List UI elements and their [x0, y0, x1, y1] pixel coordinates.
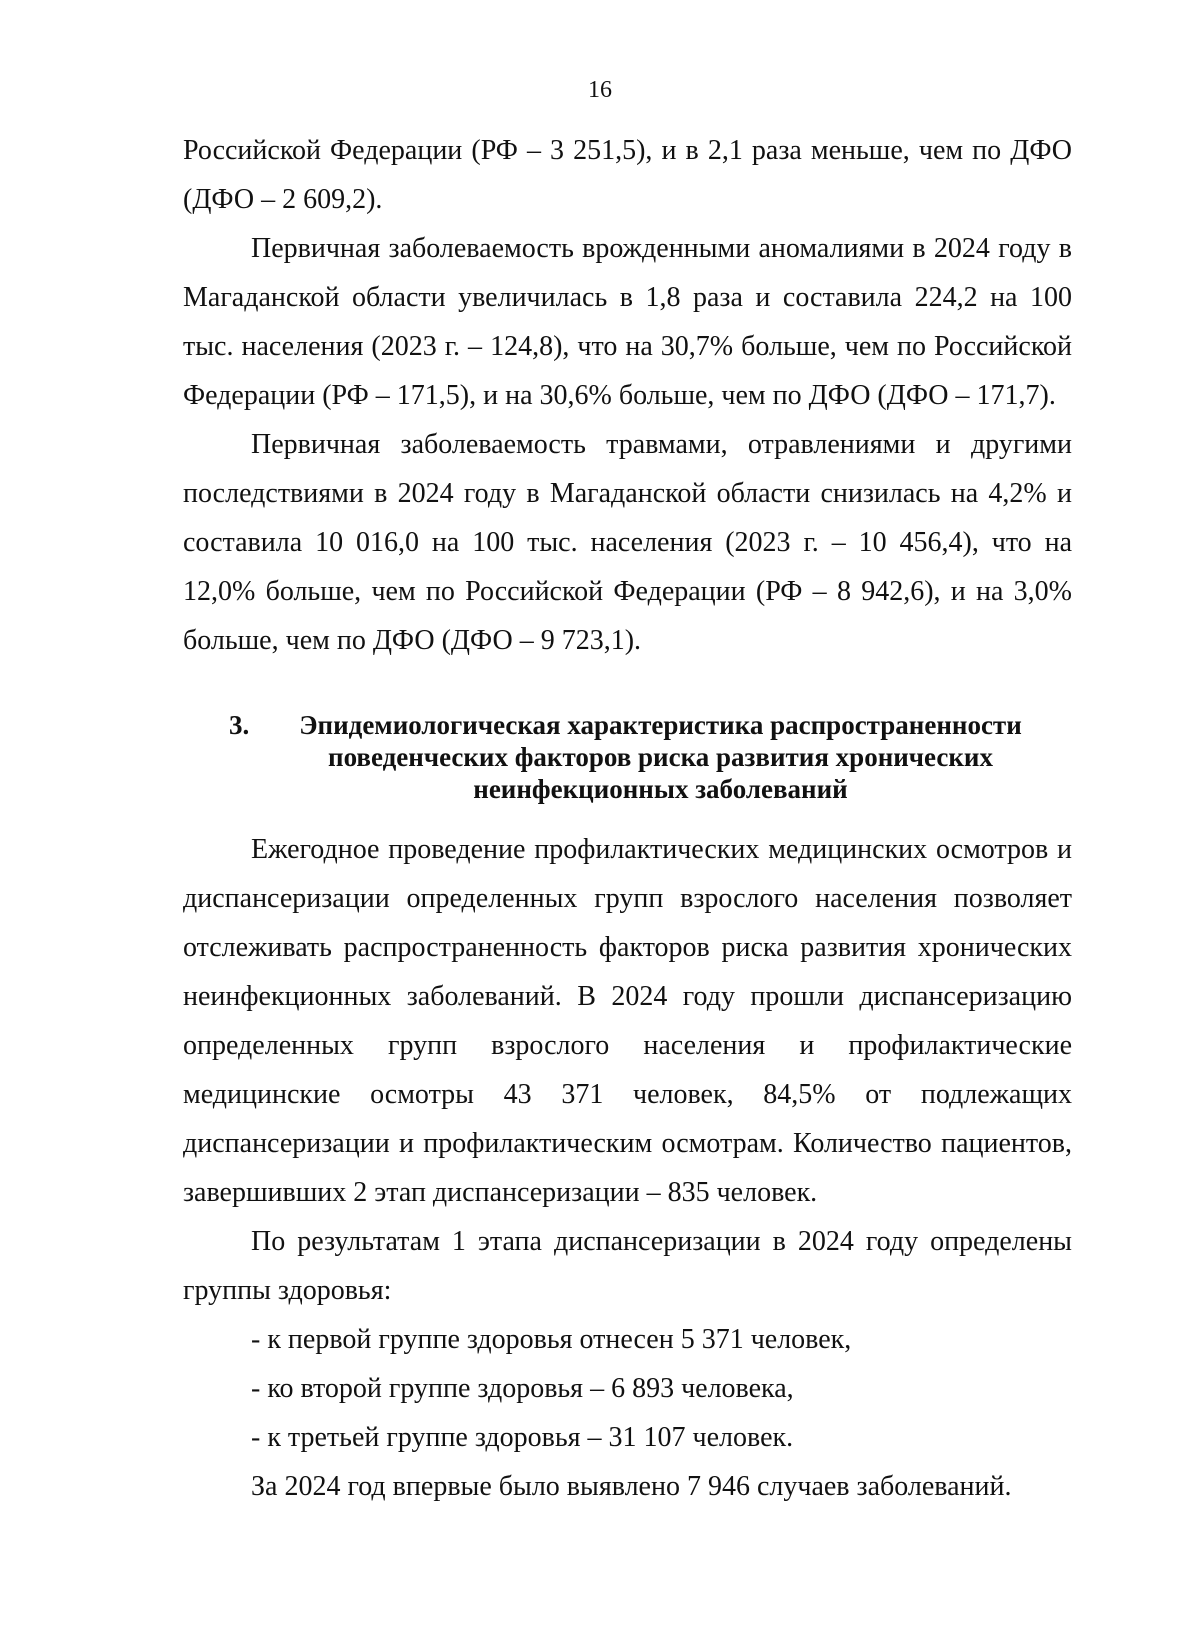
paragraph-closing: За 2024 год впервые было выявлено 7 946 случаев заболеваний. [251, 1471, 1012, 1502]
section-title: Эпидемиологическая характеристика распространенности поведенческих факторов риска развития хронических неинфекционных заболеваний [299, 710, 1022, 804]
page-number: 16 [588, 77, 612, 103]
paragraph-dispensarization: Ежегодное проведение профилактических медицинских осмотров и диспансеризации определенных групп взрослого населения позволяет отслеживать распространенность факторов риска развития хронических неинфекционных заболеваний. В 2024 году прошли диспансеризацию определенных групп взрослого населения и профилактические медицинские осмотры 43 371 человек, 84,5% от подлежащих диспансеризации и профилактическим осмотрам. Количество пациентов, завершивших 2 этап диспансеризации – 835 человек. [183, 834, 1072, 1208]
paragraph-health-groups-intro: По результатам 1 этапа диспансеризации в 2024 году определены группы здоровья: [183, 1226, 1072, 1306]
list-item-health-group-1: - к первой группе здоровья отнесен 5 371 человек, [251, 1324, 852, 1355]
paragraph-congenital-anomalies: Первичная заболеваемость врожденными аномалиями в 2024 году в Магаданской области увеличилась в 1,8 раза и составила 224,2 на 100 тыс. населения (2023 г. – 124,8), что на 30,7% больше, чем по Российской Федерации (РФ – 171,5), и на 30,6% больше, чем по ДФО (ДФО – 171,7). [183, 233, 1072, 411]
paragraph-injuries: Первичная заболеваемость травмами, отравлениями и другими последствиями в 2024 году в Магаданской области снизилась на 4,2% и составила 10 016,0 на 100 тыс. населения (2023 г. – 10 456,4), что на 12,0% больше, чем по Российской Федерации (РФ – 8 942,6), и на 3,0% больше, чем по ДФО (ДФО – 9 723,1). [183, 429, 1072, 656]
section-number: 3. [229, 710, 250, 740]
list-item-health-group-3: - к третьей группе здоровья – 31 107 человек. [251, 1422, 794, 1453]
document-body [183, 126, 1072, 1511]
list-item-health-group-2: - ко второй группе здоровья – 6 893 человека, [251, 1373, 794, 1404]
paragraph-continuation: Российской Федерации (РФ – 3 251,5), и в 2,1 раза меньше, чем по ДФО (ДФО – 2 609,2). [183, 135, 1072, 215]
section-heading [183, 709, 1072, 805]
